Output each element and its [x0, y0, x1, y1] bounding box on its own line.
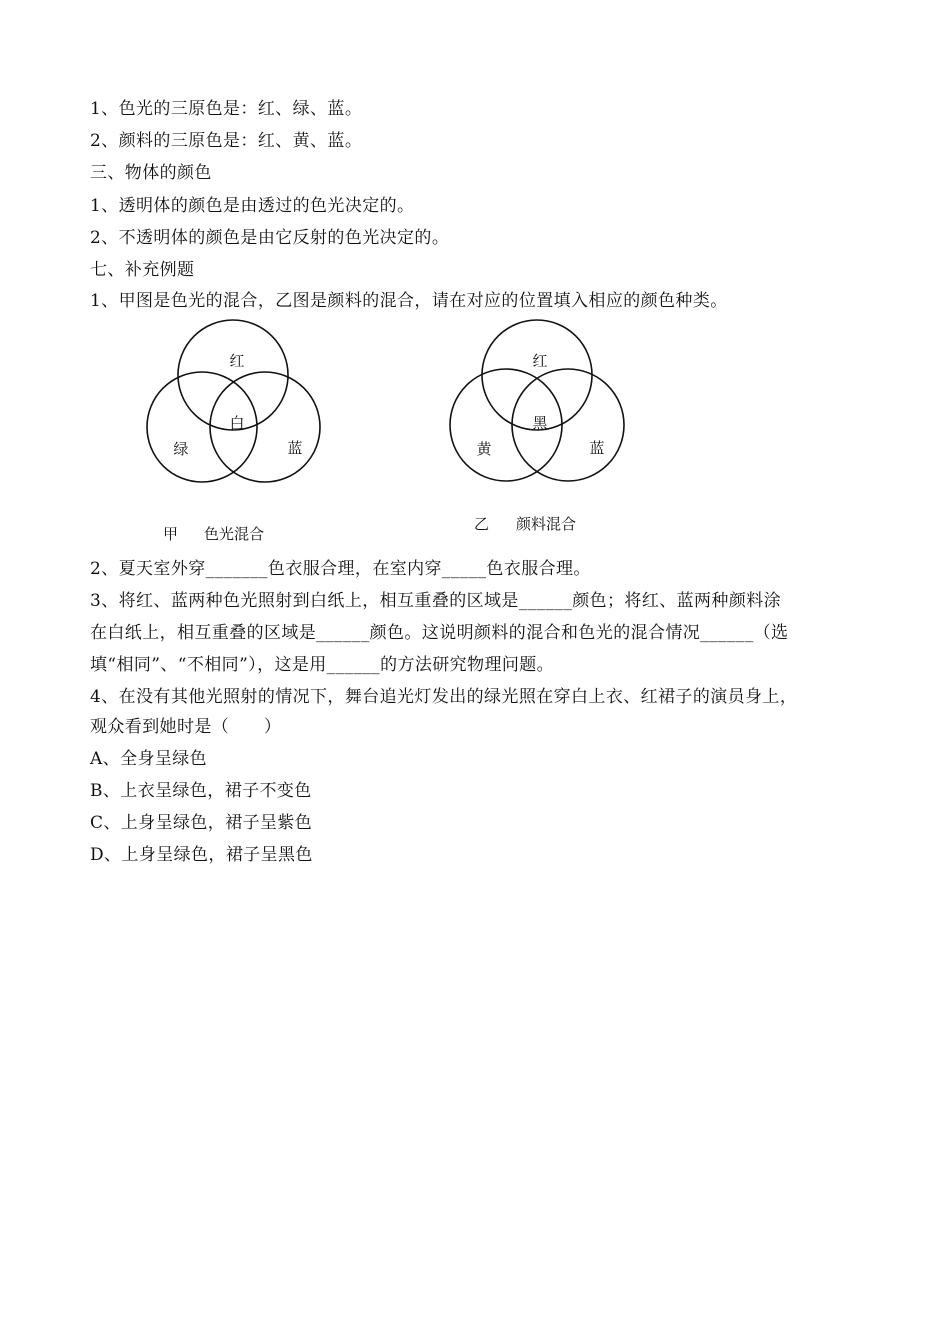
- light-mixing-venn-diagram: [140, 318, 330, 488]
- light-mixing-caption: 色光混合: [204, 525, 265, 543]
- question-4-option-d: D、上身呈绿色，裙子呈黑色: [90, 845, 313, 865]
- primary-light-colors: 1、色光的三原色是：红、绿、蓝。: [90, 99, 363, 119]
- heading-object-color: 三、物体的颜色: [90, 163, 212, 183]
- light-label-left: 绿: [173, 440, 189, 458]
- light-right-circle: [210, 372, 320, 482]
- question-1: 1、甲图是色光的混合，乙图是颜料的混合，请在对应的位置填入相应的颜色种类。: [90, 291, 728, 311]
- question-4-option-a: A、全身呈绿色: [90, 749, 208, 769]
- light-mixing-caption-letter: 甲: [163, 525, 179, 543]
- question-3-line-1: 3、将红、蓝两种色光照射到白纸上，相互重叠的区域是______颜色；将红、蓝两种颜料涂: [90, 591, 782, 611]
- light-label-right: 蓝: [287, 439, 303, 457]
- question-3-line-3: 填“相同”、“不相同”），这是用______的方法研究物理问题。: [90, 655, 555, 675]
- question-4-option-c: C、上身呈绿色，裙子呈紫色: [90, 813, 313, 833]
- question-4-line-1: 4、在没有其他光照射的情况下，舞台追光灯发出的绿光照在穿白上衣、红裙子的演员身上，: [90, 687, 798, 707]
- light-label-top: 红: [229, 352, 245, 370]
- question-4-option-b: B、上衣呈绿色，裙子不变色: [90, 781, 312, 801]
- pigment-label-center: 黑: [532, 414, 548, 432]
- question-3-line-2: 在白纸上，相互重叠的区域是______颜色。这说明颜料的混合和色光的混合情况______（选: [90, 623, 789, 643]
- pigment-label-left: 黄: [476, 440, 492, 458]
- transparent-object-color: 1、透明体的颜色是由透过的色光决定的。: [90, 196, 415, 216]
- pigment-right-circle: [512, 369, 624, 481]
- pigment-mixing-venn-diagram: [444, 318, 634, 488]
- light-label-center: 白: [229, 414, 245, 432]
- pigment-label-right: 蓝: [589, 439, 605, 457]
- pigment-label-top: 红: [532, 352, 548, 370]
- question-4-line-2: 观众看到她时是（ ）: [90, 717, 282, 737]
- pigment-mixing-caption-letter: 乙: [474, 515, 490, 533]
- heading-examples: 七、补充例题: [90, 260, 195, 280]
- pigment-mixing-caption: 颜料混合: [516, 515, 577, 533]
- question-2: 2、夏天室外穿_______色衣服合理，在室内穿_____色衣服合理。: [90, 559, 591, 579]
- opaque-object-color: 2、不透明体的颜色是由它反射的色光决定的。: [90, 228, 450, 248]
- primary-pigment-colors: 2、颜料的三原色是：红、黄、蓝。: [90, 131, 363, 151]
